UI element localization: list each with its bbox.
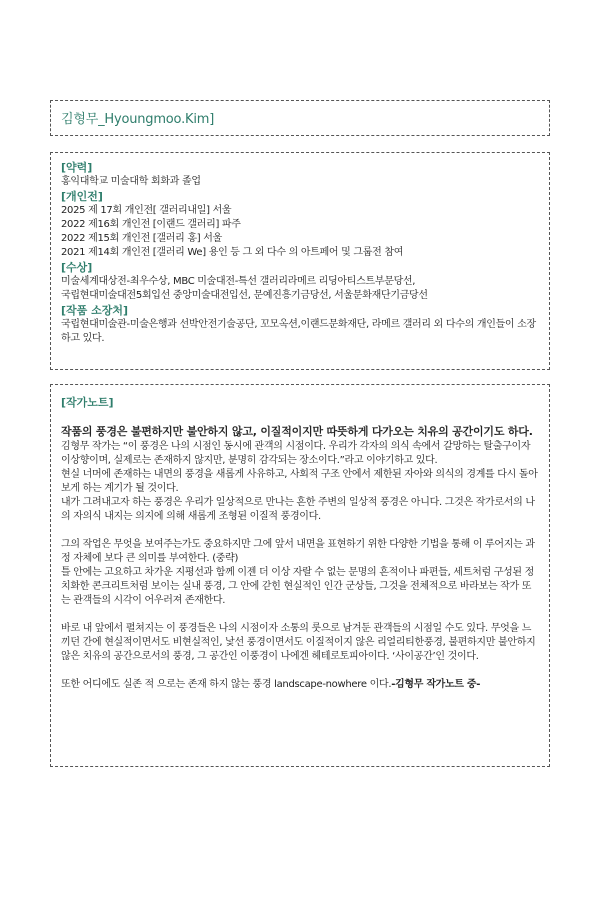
collection-text: 국립현대미술관-미술은행과 선박안전기술공단, 꼬모옥션,이랜드문화재단, 라메르 갤러리 외 다수의 개인들이 소장하고 있다. (61, 319, 536, 344)
artist-note-box (50, 384, 550, 767)
artist-note-heading: [작가노트] (61, 396, 114, 409)
solo-exhibition-item: 2022 제15회 개인전 [갤러리 홍] 서울 (61, 233, 222, 244)
note-paragraph: 틀 안에는 고요하고 차가운 지평선과 함께 이젠 더 이상 자랄 수 없는 문명의 흔적이나 파편들, 세트처럼 구성된 정치화한 콘크리트처럼 보이는 실내 풍경, 그 안에 갇힌 현실적인 인간 군상들, 그것을 전체적으로 바라보는 작가 또는 관객들의 시각이 어우러져 존재한다. (61, 567, 535, 606)
artist-note-headline: 작품의 풍경은 불편하지만 불안하지 않고, 이질적이지만 따뜻하게 다가오는 치유의 공간이기도 하다. (61, 425, 533, 438)
note-paragraph: 내가 그려내고자 하는 풍경은 우리가 일상적으로 만나는 흔한 주변의 일상적 풍경은 아니다. 그것은 작가로서의 나의 자의식 내지는 의지에 의해 새롭게 조형된 이질적 풍경이다. (61, 497, 535, 522)
note-paragraph: 그의 작업은 무엇을 보여주는가도 중요하지만 그에 앞서 내면을 표현하기 위한 다양한 기법을 통해 이 루어지는 과정 자체에 보다 큰 의미를 부여한다. (중략) (61, 539, 535, 564)
note-closing-text: 또한 어디에도 실존 적 으로는 존재 하지 않는 풍경 landscape-nowhere 이다. (61, 679, 392, 690)
education-text: 홍익대학교 미술대학 회화과 졸업 (61, 176, 201, 187)
biography-box (50, 152, 550, 370)
awards-heading: [수상] (61, 261, 93, 274)
note-paragraph: 김형무 작가는 “이 풍경은 나의 시점인 동시에 관객의 시점이다. 우리가 각자의 의식 속에서 갈망하는 탈출구이자 이상향이며, 실제로는 존재하지 않지만, 분명히 감각되는 장소이다.”라고 이야기하고 있다. (61, 441, 531, 466)
solo-exhibitions-heading: [개인전] (61, 190, 103, 203)
note-closing (61, 678, 539, 692)
award-item: 미술세계대상전-최우수상, MBC 미술대전-특선 갤러리라메르 리딩아티스트부문당선, (61, 276, 416, 287)
note-paragraph: 바로 내 앞에서 펼쳐지는 이 풍경들은 나의 시점이자 소통의 룻으로 남겨둔 관객들의 시점일 수도 있다. 무엇을 느끼던 간에 현실적이면서도 비현실적인, 낯선 풍경이면서도 이질적이지 않은 리얼리티한풍경, 불편하지만 불안하지 않은 치유의 공간으로서의 풍경, 그 공간인 이풍경이 나에겐 헤테로토피아이다. ‘사이공간’인 것이다. (61, 623, 536, 662)
solo-exhibition-item: 2025 제 17회 개인전[ 갤러리내일] 서울 (61, 205, 232, 216)
education-heading: [약력] (61, 161, 93, 174)
artist-name-box (50, 100, 550, 136)
award-item: 국립현대미술대전5회입선 중앙미술대전입선, 문예진흥기금당선, 서울문화재단기금당선 (61, 290, 428, 301)
solo-exhibition-item: 2022 제16회 개인전 [이랜드 갤러리] 파주 (61, 219, 241, 230)
solo-exhibition-item: 2021 제14회 개인전 [갤러리 We] 용인 등 그 외 다수 의 아트페어 및 그룹전 참여 (61, 247, 404, 258)
note-signature: -김형무 작가노트 중- (391, 679, 481, 690)
note-paragraph: 현실 너머에 존재하는 내면의 풍경을 새롭게 사유하고, 사회적 구조 안에서 제한된 자아와 의식의 경계를 다시 돌아보게 하는 계기가 될 것이다. (61, 469, 538, 494)
artist-name: 김형무_Hyoungmoo.Kim] (61, 112, 215, 127)
collection-heading: [작품 소장처] (61, 304, 129, 317)
